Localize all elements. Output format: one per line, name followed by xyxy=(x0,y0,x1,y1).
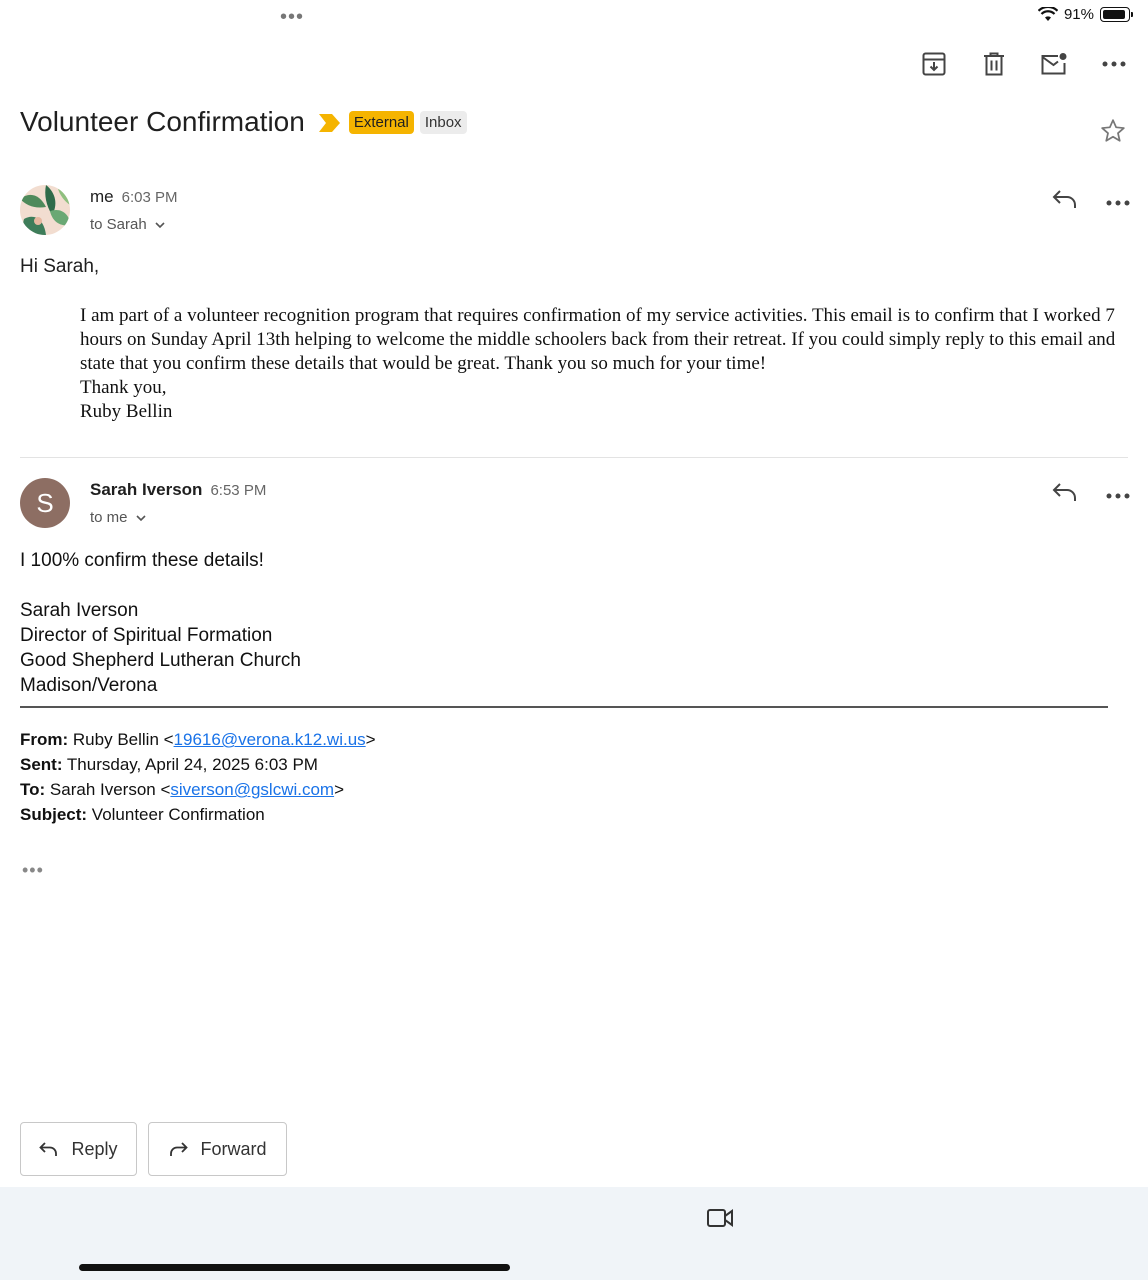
message-body xyxy=(20,548,301,698)
forward-icon xyxy=(168,1141,188,1157)
bottom-bar xyxy=(0,1187,1148,1280)
reply-text: I 100% confirm these details! xyxy=(20,550,264,571)
importance-marker-icon[interactable] xyxy=(319,114,341,132)
to-line: To: Sarah Iverson <siverson@gslcwi.com> xyxy=(20,780,345,799)
more-icon[interactable] xyxy=(1106,486,1130,504)
body-paragraph: I am part of a volunteer recognition program that requires confirmation of my service activities. This email is to confirm that I worked 7 hours on Sunday April 13th helping to welcome the middle schoolers back from their retreat. If you could simply reply to this email and state that you confirm these details that would be great. Thank you so much for your time! xyxy=(80,305,1116,374)
recipients-toggle[interactable] xyxy=(90,509,146,526)
label-external: External xyxy=(349,111,414,134)
sender-name xyxy=(90,480,266,500)
signature: Ruby Bellin xyxy=(80,401,173,422)
chevron-down-icon xyxy=(136,515,146,522)
more-icon[interactable] xyxy=(1098,48,1130,80)
message-header[interactable] xyxy=(20,478,1130,538)
battery-icon xyxy=(1100,7,1130,22)
wifi-icon xyxy=(1038,7,1058,22)
subject-title: Volunteer Confirmation xyxy=(20,106,305,137)
recipients-label: to Sarah xyxy=(90,216,147,233)
status-bar xyxy=(1038,6,1130,23)
recipients-toggle[interactable] xyxy=(90,216,165,233)
label-inbox[interactable]: Inbox xyxy=(420,111,467,134)
signature-line: Sarah Iverson xyxy=(20,600,139,621)
from-line: From: Ruby Bellin <19616@verona.k12.wi.us> xyxy=(20,730,376,749)
closing: Thank you, xyxy=(80,377,167,398)
star-icon[interactable] xyxy=(1100,118,1126,149)
sender-me: me xyxy=(90,187,114,206)
signature-line: Director of Spiritual Formation xyxy=(20,625,273,646)
message-actions xyxy=(1052,189,1130,214)
message-greeting: Hi Sarah, xyxy=(20,256,100,277)
message-body xyxy=(80,304,1118,424)
divider xyxy=(20,457,1128,458)
reply-icon[interactable] xyxy=(1052,482,1078,507)
signature-line: Good Shepherd Lutheran Church xyxy=(20,650,301,671)
message-toolbar xyxy=(918,48,1130,80)
reply-button[interactable] xyxy=(20,1122,137,1176)
chevron-down-icon xyxy=(155,222,165,229)
to-email-link[interactable]: siverson@gslcwi.com xyxy=(170,780,335,799)
subject-line: Subject: Volunteer Confirmation xyxy=(20,805,265,824)
reply-label: Reply xyxy=(71,1138,118,1159)
message-header[interactable] xyxy=(20,185,1130,245)
sender-sarah: Sarah Iverson xyxy=(90,480,203,499)
avatar: S xyxy=(20,478,70,528)
reply-icon xyxy=(39,1141,59,1157)
message-actions xyxy=(1052,482,1130,507)
avatar xyxy=(20,185,70,235)
from-email-link[interactable]: 19616@verona.k12.wi.us xyxy=(173,730,366,749)
battery-percent: 91% xyxy=(1063,6,1094,23)
home-indicator[interactable] xyxy=(79,1264,510,1271)
archive-icon[interactable] xyxy=(918,48,950,80)
forward-button[interactable] xyxy=(148,1122,287,1176)
multitasking-dots[interactable]: ••• xyxy=(280,6,305,28)
signature-block xyxy=(20,598,301,698)
message-time: 6:53 PM xyxy=(210,482,267,499)
quoted-separator xyxy=(20,706,1108,708)
recipients-label: to me xyxy=(90,509,128,526)
show-trimmed-content-button[interactable]: ••• xyxy=(22,860,44,880)
video-camera-icon[interactable] xyxy=(706,1207,734,1234)
trash-icon[interactable] xyxy=(978,48,1010,80)
more-icon[interactable] xyxy=(1106,193,1130,211)
mark-unread-icon[interactable] xyxy=(1038,48,1070,80)
subject-row xyxy=(20,106,467,138)
sent-line: Sent: Thursday, April 24, 2025 6:03 PM xyxy=(20,755,318,774)
signature-line: Madison/Verona xyxy=(20,675,158,696)
reply-icon[interactable] xyxy=(1052,189,1078,214)
sender-name xyxy=(90,187,178,207)
original-message-header xyxy=(20,727,376,827)
forward-label: Forward xyxy=(200,1138,267,1159)
message-time: 6:03 PM xyxy=(121,189,178,206)
